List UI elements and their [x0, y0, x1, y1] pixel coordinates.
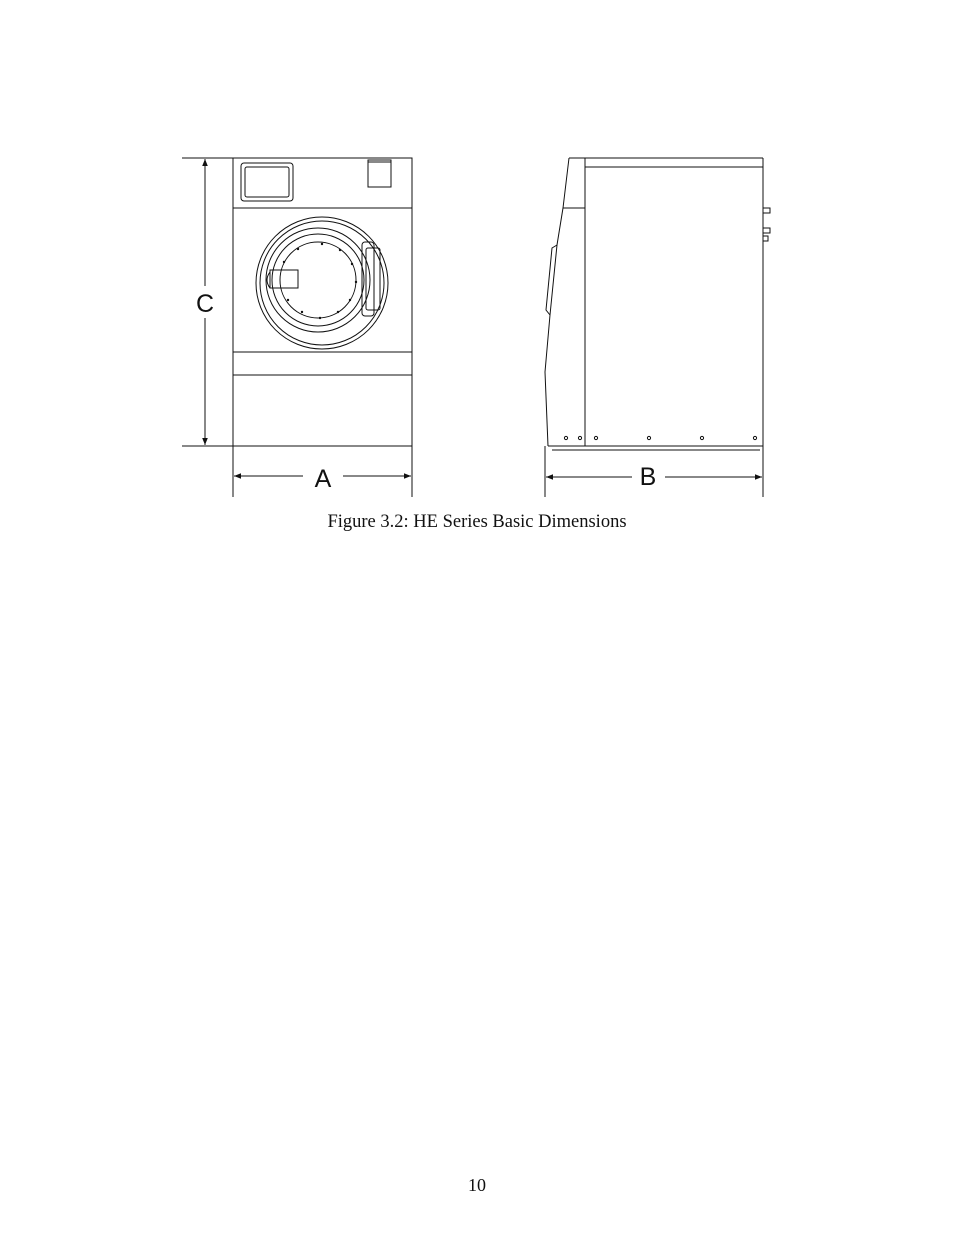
control-display — [241, 163, 293, 201]
page-number: 10 — [468, 1175, 486, 1195]
door-glass — [272, 234, 364, 326]
door-handle — [270, 270, 298, 288]
front-view — [233, 158, 412, 446]
dimension-label-b: B — [639, 463, 657, 491]
side-front-profile — [545, 158, 569, 446]
coin-box — [368, 160, 391, 187]
side-view — [545, 158, 770, 450]
front-cabinet — [233, 158, 412, 375]
dimension-label-a: A — [314, 465, 332, 493]
figure-caption: Figure 3.2: HE Series Basic Dimensions — [327, 512, 627, 532]
door-outer-ring — [256, 217, 388, 349]
dimension-label-c: C — [195, 290, 215, 318]
rear-fitting — [763, 208, 770, 213]
dimension-figure — [0, 0, 954, 510]
